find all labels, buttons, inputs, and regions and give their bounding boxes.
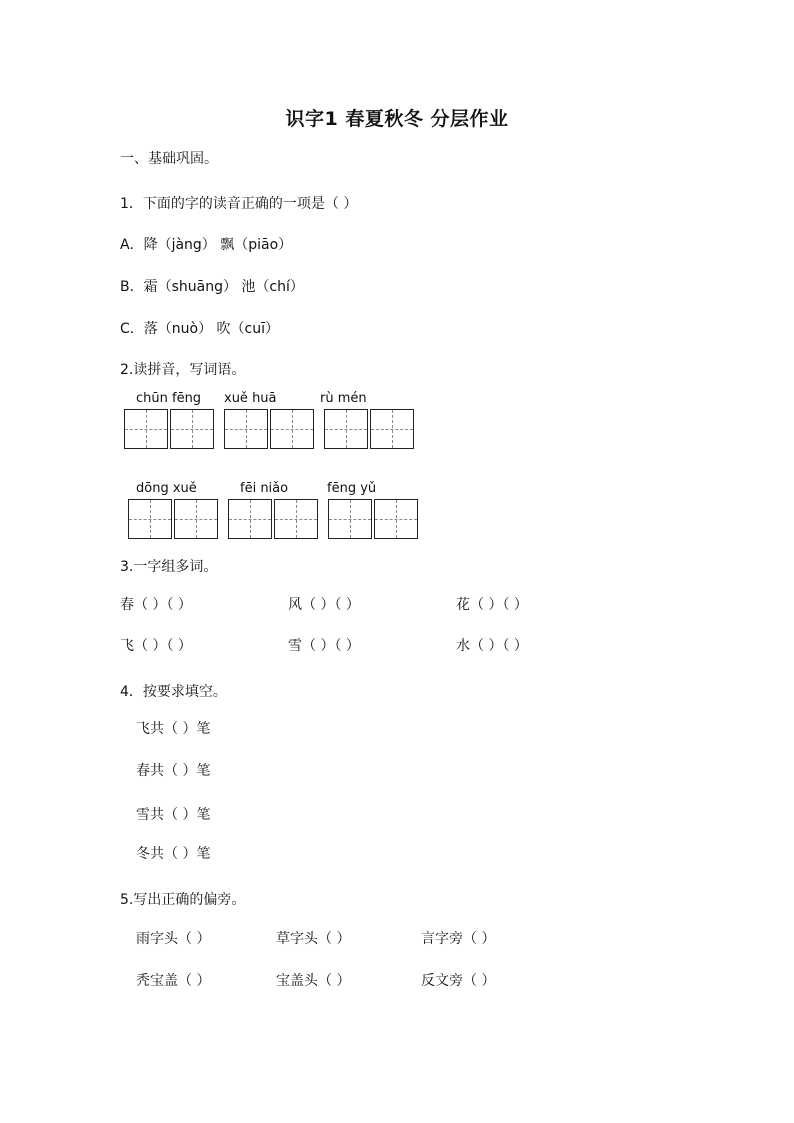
radical-item: 言字旁（ ） [421,931,496,947]
pinyin-label: xuě huā [224,391,277,406]
radical-item: 宝盖头（ ） [276,973,351,989]
word-group-item: 春（ ）（ ） [120,597,192,613]
question-1-stem: 1．下面的字的读音正确的一项是（ ） [120,196,358,212]
radical-item: 草字头（ ） [276,931,351,947]
question-1-option-a: A．降（jàng） 飘（piāo） [120,237,293,253]
writing-grid-box[interactable] [128,499,172,539]
pinyin-label: fēi niǎo [240,481,289,496]
word-group-item: 风（ ）（ ） [288,597,360,613]
writing-grid-box[interactable] [324,409,368,449]
pinyin-label: fēng yǔ [327,481,377,496]
stroke-count-item: 飞共（ ）笔 [136,721,211,737]
writing-grid-box[interactable] [370,409,414,449]
word-group-item: 飞（ ）（ ） [120,638,192,654]
writing-grid-box[interactable] [274,499,318,539]
stroke-count-item: 雪共（ ）笔 [136,807,211,823]
writing-grid-box[interactable] [228,499,272,539]
writing-grid-box[interactable] [124,409,168,449]
pinyin-label: rù mén [320,391,367,406]
question-1-option-c: C．落（nuò） 吹（cuī） [120,321,279,337]
page-title: 识字1 春夏秋冬 分层作业 [285,108,509,130]
question-4-stem: 4．按要求填空。 [120,684,227,700]
writing-grid-box[interactable] [270,409,314,449]
word-group-item: 水（ ）（ ） [456,638,528,654]
question-5-stem: 5.写出正确的偏旁。 [120,892,246,908]
question-1-option-b: B．霜（shuāng） 池（chí） [120,279,304,295]
writing-grid-box[interactable] [224,409,268,449]
question-2-stem: 2.读拼音，写词语。 [120,362,246,378]
question-3-stem: 3.一字组多词。 [120,559,218,575]
word-group-item: 雪（ ）（ ） [288,638,360,654]
pinyin-label: chūn fēng [136,391,202,406]
writing-grid-box[interactable] [170,409,214,449]
radical-item: 雨字头（ ） [136,931,211,947]
word-group-item: 花（ ）（ ） [456,597,528,613]
radical-item: 反文旁（ ） [421,973,496,989]
writing-grid-box[interactable] [174,499,218,539]
section-heading: 一、基础巩固。 [120,151,218,167]
stroke-count-item: 春共（ ）笔 [136,763,211,779]
pinyin-label: dōng xuě [136,481,197,496]
stroke-count-item: 冬共（ ）笔 [136,846,211,862]
writing-grid-box[interactable] [374,499,418,539]
radical-item: 秃宝盖（ ） [136,973,211,989]
writing-grid-box[interactable] [328,499,372,539]
